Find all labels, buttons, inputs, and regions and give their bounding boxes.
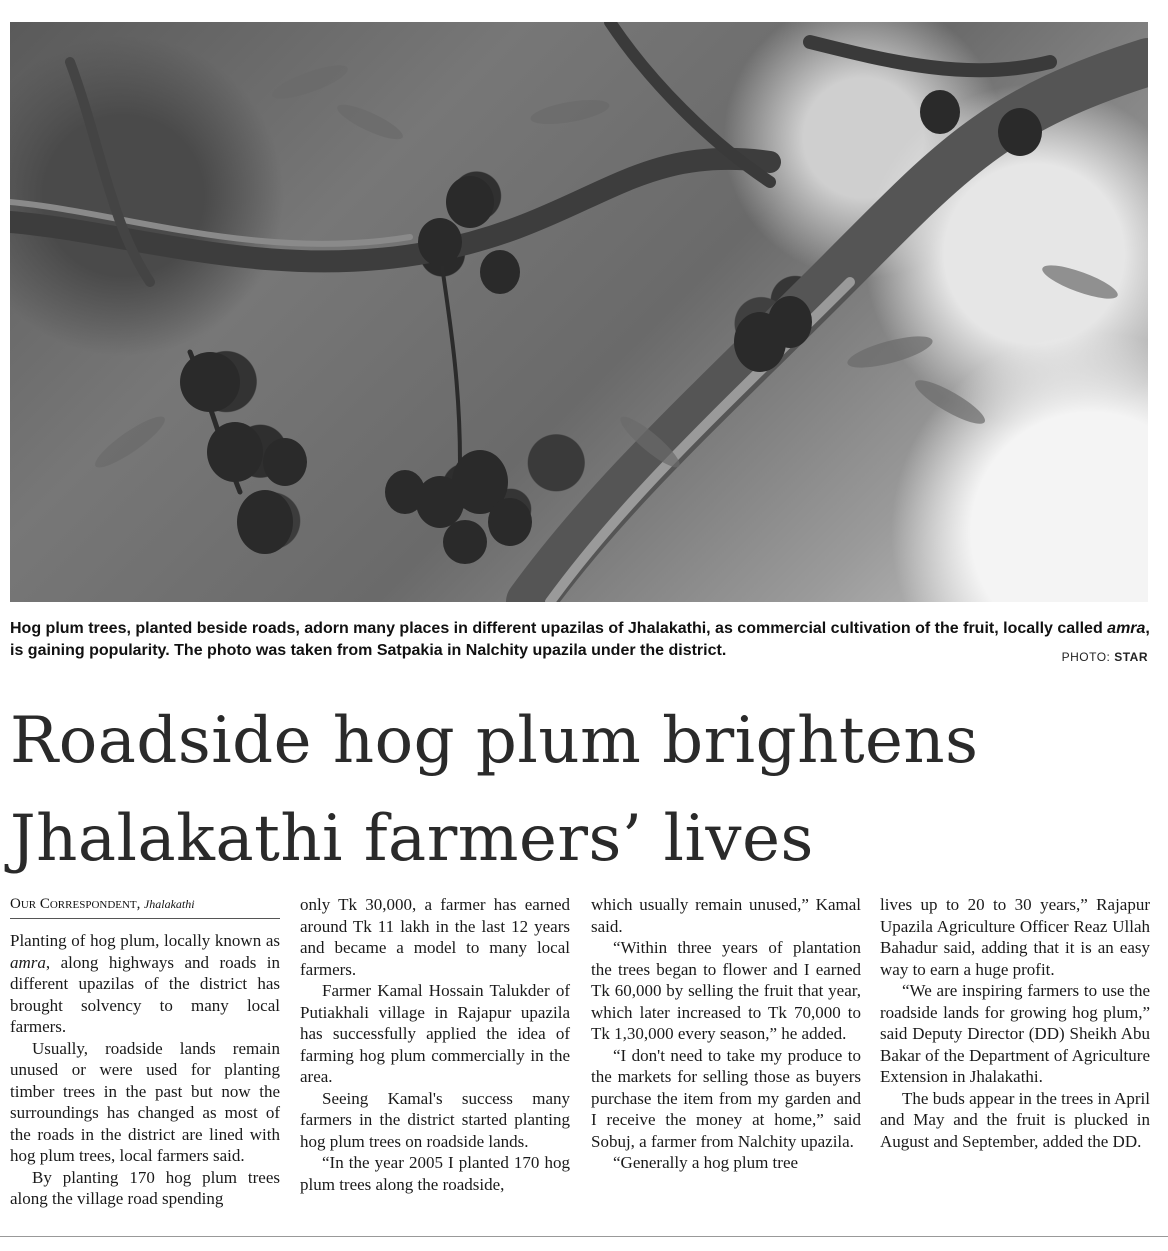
paragraph: By planting 170 hog plum trees along the village road spending <box>10 1167 280 1208</box>
hog-plum-tree-photo <box>10 22 1148 602</box>
paragraph: “Within three years of plantation the trees began to flower and I earned Tk 60,000 by selling the fruit that year, which later increased to Tk 70,000 to Tk 1,30,000 every season,” he added. <box>591 938 861 1043</box>
article-column-3 <box>591 894 861 1174</box>
photo-caption <box>10 618 1150 662</box>
bottom-rule <box>0 1236 1168 1237</box>
paragraph: lives up to 20 to 30 years,” Rajapur Upazila Agriculture Officer Reaz Ullah Bahadur said, adding that it is an easy way to earn a huge profit. <box>880 895 1150 979</box>
article-column-4 <box>880 894 1150 1152</box>
paragraph: “I don't need to take my produce to the markets for selling those as buyers purchase the item from my garden and I receive the money at home,” said Sobuj, a farmer from Nalchity upazila. <box>591 1045 861 1151</box>
caption-text-1: Hog plum trees, planted beside roads, adorn many places in different upazilas of Jhalakathi, as commercial cultivation of the fruit, locally called <box>10 620 1108 637</box>
article-column-2 <box>300 894 570 1195</box>
paragraph: Seeing Kamal's success many farmers in the district started planting hog plum trees on roadside lands. <box>300 1088 570 1151</box>
paragraph: The buds appear in the trees in April and May and the fruit is plucked in August and September, added the DD. <box>880 1088 1150 1151</box>
photo-illustration <box>10 22 1148 602</box>
paragraph: only Tk 30,000, a farmer has earned around Tk 11 lakh in the last 12 years and became a model to many local farmers. <box>300 895 570 979</box>
paragraph: “We are inspiring farmers to use the roadside lands for growing hog plum,” said Deputy Director (DD) Sheikh Abu Bakar of the Department of Agriculture Extension in Jhalakathi. <box>880 981 1150 1086</box>
paragraph: “Generally a hog plum tree <box>613 1153 799 1172</box>
paragraph-text: Planting of hog plum, locally known as <box>10 931 280 950</box>
byline-author: Our Correspondent, <box>10 896 141 912</box>
paragraph-italic: amra <box>10 952 46 972</box>
paragraph <box>10 930 280 1038</box>
photo-credit <box>1062 650 1148 664</box>
byline-location: Jhalakathi <box>143 897 195 911</box>
headline: Roadside hog plum brightens Jhalakathi farmers’ lives <box>10 704 979 876</box>
paragraph: Usually, roadside lands remain unused or were used for planting timber trees in the past but now the surroundings has changed as most of the roads in the district are lined with hog plum trees, local farmers said. <box>10 1038 280 1165</box>
paragraph: “In the year 2005 I planted 170 hog plum trees along the roadside, <box>300 1153 570 1194</box>
paragraph-text: , along highways and roads in different upazilas of the district has brought solvency to many local farmers. <box>10 952 280 1036</box>
photo-credit-source: STAR <box>1114 650 1148 664</box>
caption-text-2: , is gaining popularity. The photo was taken from Satpakia in Nalchity upazila under the district. <box>10 620 1150 659</box>
photo-credit-label: PHOTO: <box>1061 650 1115 664</box>
paragraph: which usually remain unused,” Kamal said. <box>591 895 861 936</box>
byline <box>10 896 280 919</box>
article-column-1 <box>10 930 280 1210</box>
caption-italic-word: amra <box>1107 620 1146 637</box>
paragraph: Farmer Kamal Hossain Talukder of Putiakhali village in Rajapur upazila has successfully applied the idea of farming hog plum commercially in the area. <box>300 981 570 1086</box>
